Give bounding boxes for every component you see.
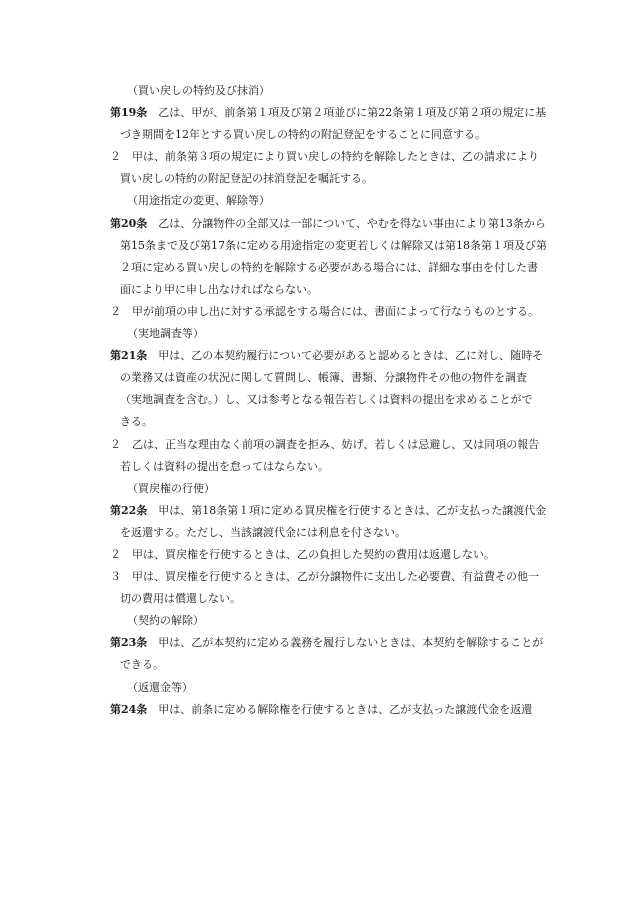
section-heading: （実地調査等）	[127, 327, 204, 341]
article-text: 甲は、乙が本契約に定める義務を履行しないときは、本契約を解除することが	[147, 636, 544, 650]
paragraph-line: ２ 甲は、買戻権を行使するときは、乙の負担した契約の費用は返還しない。	[110, 547, 495, 561]
continuation-line: の業務又は資産の状況に関して質問し、帳簿、書類、分譲物件その他の物件を調査	[120, 371, 527, 385]
section-heading: （買戻権の行使）	[127, 481, 215, 495]
continuation-line: きる。	[120, 415, 153, 429]
article-text: 乙は、甲が、前条第１項及び第２項並びに第22条第１項及び第２項の規定に基	[147, 106, 547, 120]
article-line	[110, 102, 570, 124]
section-heading: （買い戻しの特約及び抹消）	[127, 84, 270, 97]
section-heading: （用途指定の変更、解除等）	[127, 194, 270, 208]
article-text: 乙は、分譲物件の全部又は一部について、やむを得ない事由により第13条から	[147, 216, 546, 230]
article-number: 第22条	[110, 503, 148, 517]
article-line	[110, 699, 570, 721]
paragraph-line: ２ 甲が前項の申し出に対する承認をする場合には、書面によって行なうものとする。	[110, 304, 539, 318]
article-number: 第24条	[110, 702, 148, 716]
continuation-line: （実地調査を含む。）し、又は参考となる報告若しくは資料の提出を求めることがで	[120, 393, 533, 407]
paragraph-line: ２ 乙は、正当な理由なく前項の調査を拒み、妨げ、若しくは忌避し、又は同項の報告	[110, 437, 540, 451]
continuation-line: づき期間を12年とする買い戻しの特約の附記登記をすることに同意する。	[120, 128, 486, 142]
article-line	[110, 345, 570, 367]
paragraph-line: ３ 甲は、買戻権を行使するときは、乙が分譲物件に支出した必要費、有益費その他一	[110, 570, 539, 584]
continuation-line: ２項に定める買い戻しの特約を解除する必要がある場合には、詳細な事由を付した書	[120, 260, 538, 274]
section-heading: （返還金等）	[127, 680, 193, 694]
article-number: 第20条	[110, 216, 148, 230]
article-line	[110, 500, 570, 522]
article-line	[110, 632, 570, 654]
section-heading: （契約の解除）	[127, 614, 204, 628]
article-number: 第19条	[110, 106, 148, 120]
continuation-line: 切の費用は償還しない。	[120, 592, 241, 606]
article-text: 甲は、前条に定める解除権を行使するときは、乙が支払った譲渡代金を返還	[147, 702, 533, 716]
paragraph-line: ２ 甲は、前条第３項の規定により買い戻しの特約を解除したときは、乙の請求により	[110, 150, 539, 164]
continuation-line: できる。	[120, 658, 164, 672]
continuation-line: 第15条まで及び第17条に定める用途指定の変更若しくは解除又は第18条第１項及び第	[120, 238, 547, 252]
article-number: 第23条	[110, 636, 148, 650]
article-line	[110, 213, 570, 235]
article-text: 甲は、第18条第１項に定める買戻権を行使するときは、乙が支払った譲渡代金	[147, 503, 547, 517]
contract-text	[110, 80, 570, 721]
continuation-line: 若しくは資料の提出を怠ってはならない。	[120, 459, 329, 473]
continuation-line: を返還する。ただし、当該譲渡代金には利息を付さない。	[120, 525, 406, 539]
continuation-line: 面により甲に申し出なければならない。	[120, 282, 318, 296]
article-text: 甲は、乙の本契約履行について必要があると認めるときは、乙に対し、随時そ	[147, 349, 544, 363]
article-number: 第21条	[110, 349, 148, 363]
continuation-line: 買い戻しの特約の附記登記の抹消登記を嘱託する。	[120, 172, 373, 186]
